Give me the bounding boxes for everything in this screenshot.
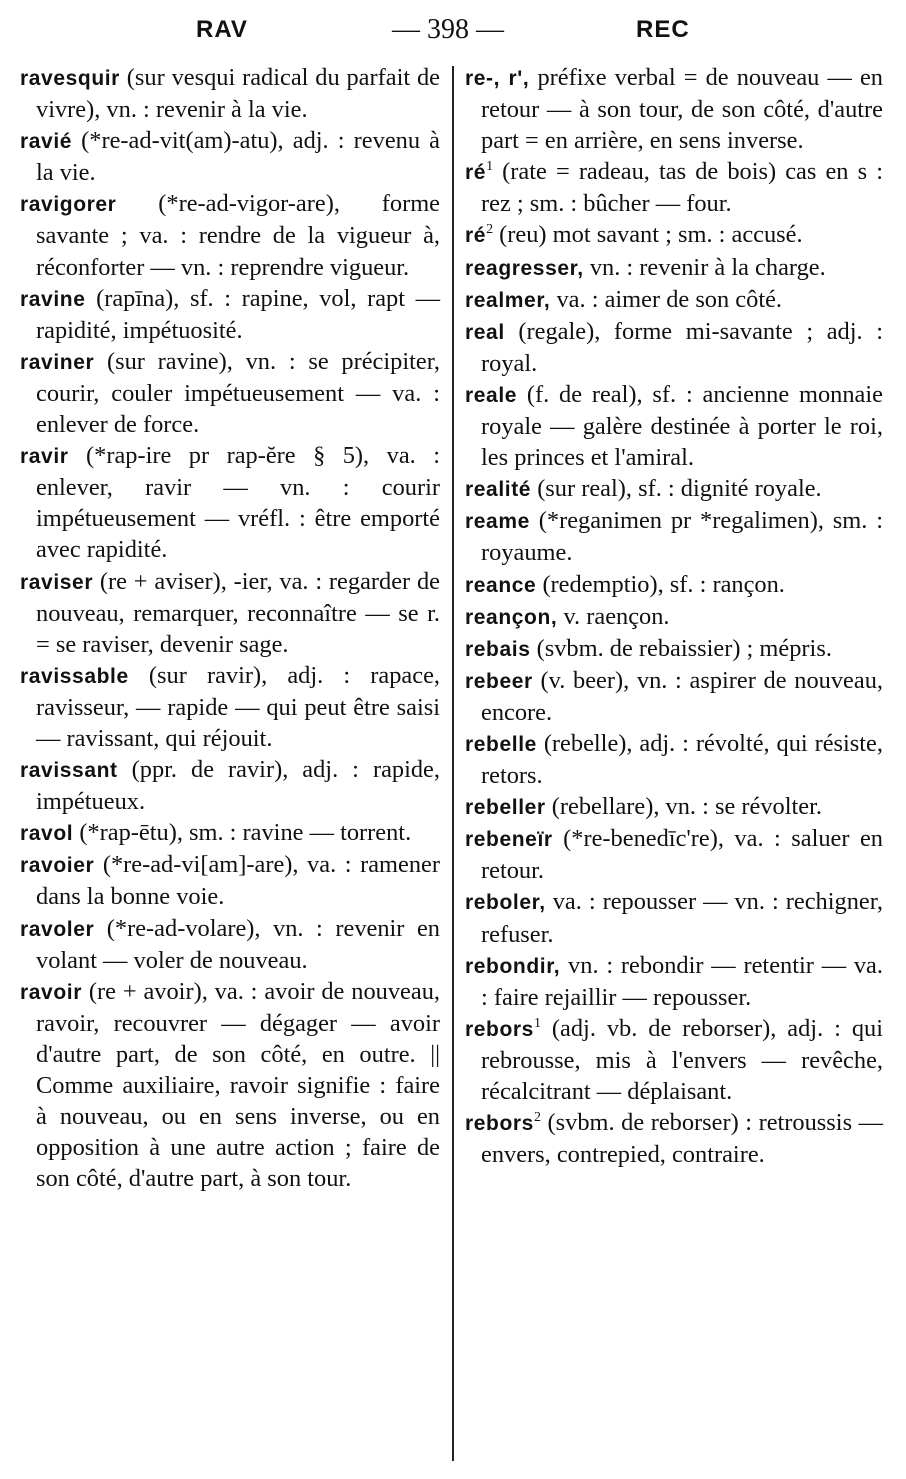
homonym-number: 2 (533, 1109, 541, 1125)
entry-headword: ravigorer (20, 193, 117, 217)
dictionary-entry (465, 791, 883, 823)
entry-headword: reboler, (465, 891, 546, 915)
dictionary-entry (465, 569, 883, 601)
dictionary-entry (20, 849, 440, 912)
entry-definition: préfixe verbal = de nouveau — en retour — à son tour, de son côté, d'autre part = en arrière, en sens inverse. (481, 64, 883, 155)
homonym-number: 1 (486, 159, 494, 175)
entry-definition: va. : repousser — vn. : rechigner, refuser. (481, 888, 883, 948)
entry-definition: (rapīna), sf. : rapine, vol, rapt — rapidité, impétuosité. (36, 284, 440, 344)
entry-headword: reance (465, 573, 537, 597)
entry-definition: vn. : revenir à la charge. (589, 253, 826, 281)
entry-definition: (ppr. de ravir), adj. : rapide, impétueux. (36, 756, 440, 816)
entry-headword: reançon, (465, 605, 558, 629)
dictionary-entry (465, 886, 883, 949)
dictionary-entry (20, 913, 440, 976)
entry-headword: rebeneïr (465, 828, 553, 852)
entry-headword: rebelle (465, 732, 537, 756)
dictionary-entry (465, 284, 883, 316)
entry-headword: reagresser, (465, 256, 584, 280)
entry-headword: rebondir, (465, 954, 561, 978)
entry-headword: rebors (465, 1112, 534, 1136)
entry-definition: (v. beer), vn. : aspirer de nouveau, encore. (481, 666, 883, 726)
entry-headword: rebais (465, 637, 531, 661)
entry-headword: ravol (20, 822, 74, 846)
dictionary-entry (20, 283, 440, 346)
left-guide-word: RAV (196, 16, 248, 43)
entry-definition: (*re-ad-vit(am)-atu), adj. : revenu à la vie. (36, 127, 440, 187)
entry-headword: rebeer (465, 669, 533, 693)
left-column (20, 62, 440, 1194)
entry-headword: ravié (20, 130, 73, 154)
entry-definition: v. raençon. (563, 602, 670, 630)
entry-headword: raviser (20, 570, 94, 594)
column-divider (452, 66, 454, 1461)
entry-headword: ravissant (20, 759, 118, 783)
entry-definition: (redemptio), sf. : rançon. (542, 570, 785, 598)
dictionary-entry (465, 601, 883, 633)
entry-definition: (re + avoir), va. : avoir de nouveau, ravoir, recouvrer — dégager — avoir d'autre part, de son côté, en outre. || Comme auxiliaire, ravoir signifie : faire à nouveau, ou en sens inverse, ou en opposition à une autre action ; faire de son côté, d'autre part, à son tour. (36, 977, 440, 1193)
homonym-number: 2 (486, 222, 494, 238)
dictionary-entry (20, 660, 440, 754)
entry-definition: (*re-benedīc're), va. : saluer en retour. (481, 825, 883, 885)
entry-definition: (sur ravir), adj. : rapace, ravisseur, — rapide — qui peut être saisi — ravissant, qui réjouit. (36, 661, 440, 752)
entry-headword: re-, r', (465, 67, 530, 90)
entry-headword: reale (465, 383, 518, 407)
right-column (465, 62, 883, 1170)
entry-definition: vn. : rebondir — retentir — va. : faire rejaillir — repousser. (481, 951, 883, 1011)
page-header (0, 14, 906, 50)
dictionary-entry (465, 316, 883, 379)
dictionary-entry (465, 1107, 883, 1170)
dictionary-entry (20, 754, 440, 817)
entry-definition: (*re-ad-vigor-are), forme savante ; va. : rendre de la vigueur à, réconforter — vn. : reprendre vigueur. (36, 190, 440, 281)
right-guide-word: REC (636, 16, 690, 43)
entry-definition: (*reganimen pr *regalimen), sm. : royaume. (481, 507, 883, 567)
entry-definition: (sur ravine), vn. : se précipiter, courir, couler impétueusement — va. : enlever de force. (36, 347, 440, 439)
entry-headword: realité (465, 478, 532, 502)
dictionary-entry (465, 219, 883, 251)
entry-definition: (regale), forme mi-savante ; adj. : royal. (481, 317, 883, 377)
dictionary-entry (465, 379, 883, 473)
dictionary-entry (465, 62, 883, 156)
entry-headword: ravine (20, 287, 86, 311)
entry-definition: (reu) mot savant ; sm. : accusé. (499, 221, 803, 249)
entry-definition: (*re-ad-volare), vn. : revenir en volant — voler de nouveau. (36, 914, 440, 974)
dictionary-entry (465, 728, 883, 791)
entry-definition: (svbm. de reborser) : retroussis — envers, contrepied, contraire. (481, 1109, 883, 1169)
dictionary-entry (20, 62, 440, 125)
dictionary-entry (20, 976, 440, 1195)
entry-definition: (rebelle), adj. : révolté, qui résiste, retors. (481, 729, 883, 790)
entry-headword: reame (465, 510, 530, 534)
dictionary-entry (465, 1013, 883, 1107)
dictionary-entry (465, 473, 883, 505)
entry-headword: ravissable (20, 664, 129, 688)
dictionary-entry (465, 156, 883, 219)
entry-headword: ravir (20, 445, 69, 469)
dictionary-entry (465, 505, 883, 568)
entry-headword: rebors (465, 1017, 534, 1041)
entry-headword: ravoier (20, 854, 95, 878)
entry-headword: ravoler (20, 917, 95, 941)
dictionary-entry (20, 566, 440, 660)
entry-definition: (adj. vb. de reborser), adj. : qui rebrousse, mis à l'envers — revêche, récalcitrant — déplaisant. (481, 1014, 883, 1105)
entry-headword: raviner (20, 350, 95, 374)
homonym-number: 1 (533, 1015, 541, 1031)
entry-headword: ravesquir (20, 67, 120, 90)
dictionary-entry (465, 950, 883, 1013)
entry-definition: (re + aviser), -ier, va. : regarder de nouveau, remarquer, reconnaître — se r. = se raviser, devenir sage. (36, 567, 440, 658)
dictionary-entry (20, 346, 440, 440)
dictionary-entry (20, 188, 440, 282)
entry-headword: ré (465, 161, 487, 185)
entry-definition: (sur vesqui radical du parfait de vivre), vn. : revenir à la vie. (36, 64, 440, 124)
entry-definition: va. : aimer de son côté. (556, 285, 783, 313)
entry-headword: ré (465, 224, 487, 248)
dictionary-entry (20, 817, 440, 849)
entry-headword: real (465, 320, 505, 344)
dictionary-entry (465, 823, 883, 886)
entry-headword: realmer, (465, 288, 551, 312)
dictionary-entry (465, 252, 883, 284)
page-number: — 398 — (392, 14, 504, 45)
entry-definition: (*rap-ētu), sm. : ravine — torrent. (79, 819, 412, 847)
dictionary-entry (465, 665, 883, 728)
entry-definition: (sur real), sf. : dignité royale. (537, 475, 822, 503)
entry-headword: ravoir (20, 980, 82, 1004)
entry-definition: (f. de real), sf. : ancienne monnaie royale — galère destinée à porter le roi, les princes et l'amiral. (481, 380, 883, 472)
dictionary-entry (20, 125, 440, 188)
dictionary-entry (465, 633, 883, 665)
entry-definition: (*re-ad-vi[am]-are), va. : ramener dans la bonne voie. (36, 851, 440, 911)
entry-definition: (rebellare), vn. : se révolter. (551, 793, 822, 821)
entry-definition: (svbm. de rebaissier) ; mépris. (536, 634, 832, 662)
dictionary-entry (20, 440, 440, 565)
entry-definition: (rate = radeau, tas de bois) cas en s : rez ; sm. : bûcher — four. (481, 158, 883, 218)
entry-definition: (*rap-ire pr rap-ĕre § 5), va. : enlever, ravir — vn. : courir impétueusement — vréfl. : être emporté avec rapidité. (36, 442, 440, 564)
entry-headword: rebeller (465, 796, 546, 820)
